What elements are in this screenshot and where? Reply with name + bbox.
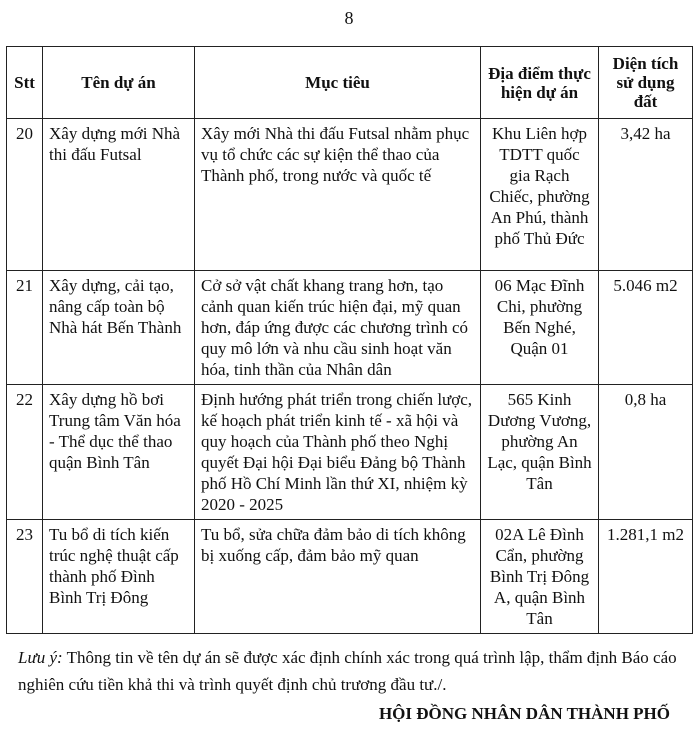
cell-land-area: 0,8 ha <box>599 385 693 520</box>
cell-project-name: Tu bổ di tích kiến trúc nghệ thuật cấp thành phố Đình Bình Trị Đông <box>43 520 195 634</box>
cell-stt: 20 <box>7 119 43 271</box>
table-row <box>7 119 693 271</box>
footnote-label: Lưu ý: <box>18 648 63 667</box>
header-stt: Stt <box>7 47 43 119</box>
signature-council-title: HỘI ĐỒNG NHÂN DÂN THÀNH PHỐ <box>378 704 670 723</box>
table-row <box>7 520 693 634</box>
cell-land-area: 1.281,1 m2 <box>599 520 693 634</box>
header-location: Địa điểm thực hiện dự án <box>481 47 599 119</box>
footnote-text: Thông tin về tên dự án sẽ được xác định chính xác trong quá trình lập, thẩm định Báo cáo nghiên cứu tiền khả thi và trình quyết định chủ trương đầu tư./. <box>18 648 677 694</box>
cell-location: 06 Mạc Đĩnh Chi, phường Bến Nghé, Quận 01 <box>481 271 599 385</box>
cell-goal: Cở sở vật chất khang trang hơn, tạo cảnh quan kiến trúc hiện đại, mỹ quan hơn, đáp ứng được các chương trình có quy mô lớn và nhu cầu sinh hoạt văn hóa, tinh thần của Nhân dân <box>195 271 481 385</box>
cell-location: Khu Liên hợp TDTT quốc gia Rạch Chiếc, phường An Phú, thành phố Thủ Đức <box>481 119 599 271</box>
cell-land-area: 3,42 ha <box>599 119 693 271</box>
table-header-row <box>7 47 693 119</box>
cell-stt: 22 <box>7 385 43 520</box>
cell-goal: Xây mới Nhà thi đấu Futsal nhằm phục vụ tổ chức các sự kiện thể thao của Thành phố, trong nước và quốc tế <box>195 119 481 271</box>
header-land-area: Diện tích sử dụng đất <box>599 47 693 119</box>
cell-project-name: Xây dựng, cải tạo, nâng cấp toàn bộ Nhà hát Bến Thành <box>43 271 195 385</box>
cell-stt: 21 <box>7 271 43 385</box>
cell-project-name: Xây dựng mới Nhà thi đấu Futsal <box>43 119 195 271</box>
projects-table <box>6 46 693 634</box>
cell-goal: Định hướng phát triển trong chiến lược, kế hoạch phát triển kinh tế - xã hội và quy hoạch của Thành phố theo Nghị quyết Đại hội Đại biểu Đảng bộ Thành phố Hồ Chí Minh lần thứ XI, nhiệm kỳ 2020 - 2025 <box>195 385 481 520</box>
cell-location: 565 Kinh Dương Vương, phường An Lạc, quận Bình Tân <box>481 385 599 520</box>
table-row <box>7 385 693 520</box>
cell-project-name: Xây dựng hồ bơi Trung tâm Văn hóa - Thể dục thể thao quận Bình Tân <box>43 385 195 520</box>
cell-land-area: 5.046 m2 <box>599 271 693 385</box>
table-row <box>7 271 693 385</box>
page-number: 8 <box>344 8 354 28</box>
footnote <box>18 644 682 698</box>
cell-location: 02A Lê Đình Cẩn, phường Bình Trị Đông A, quận Bình Tân <box>481 520 599 634</box>
cell-stt: 23 <box>7 520 43 634</box>
header-project-name: Tên dự án <box>43 47 195 119</box>
cell-goal: Tu bổ, sửa chữa đảm bảo di tích không bị xuống cấp, đảm bảo mỹ quan <box>195 520 481 634</box>
header-goal: Mục tiêu <box>195 47 481 119</box>
